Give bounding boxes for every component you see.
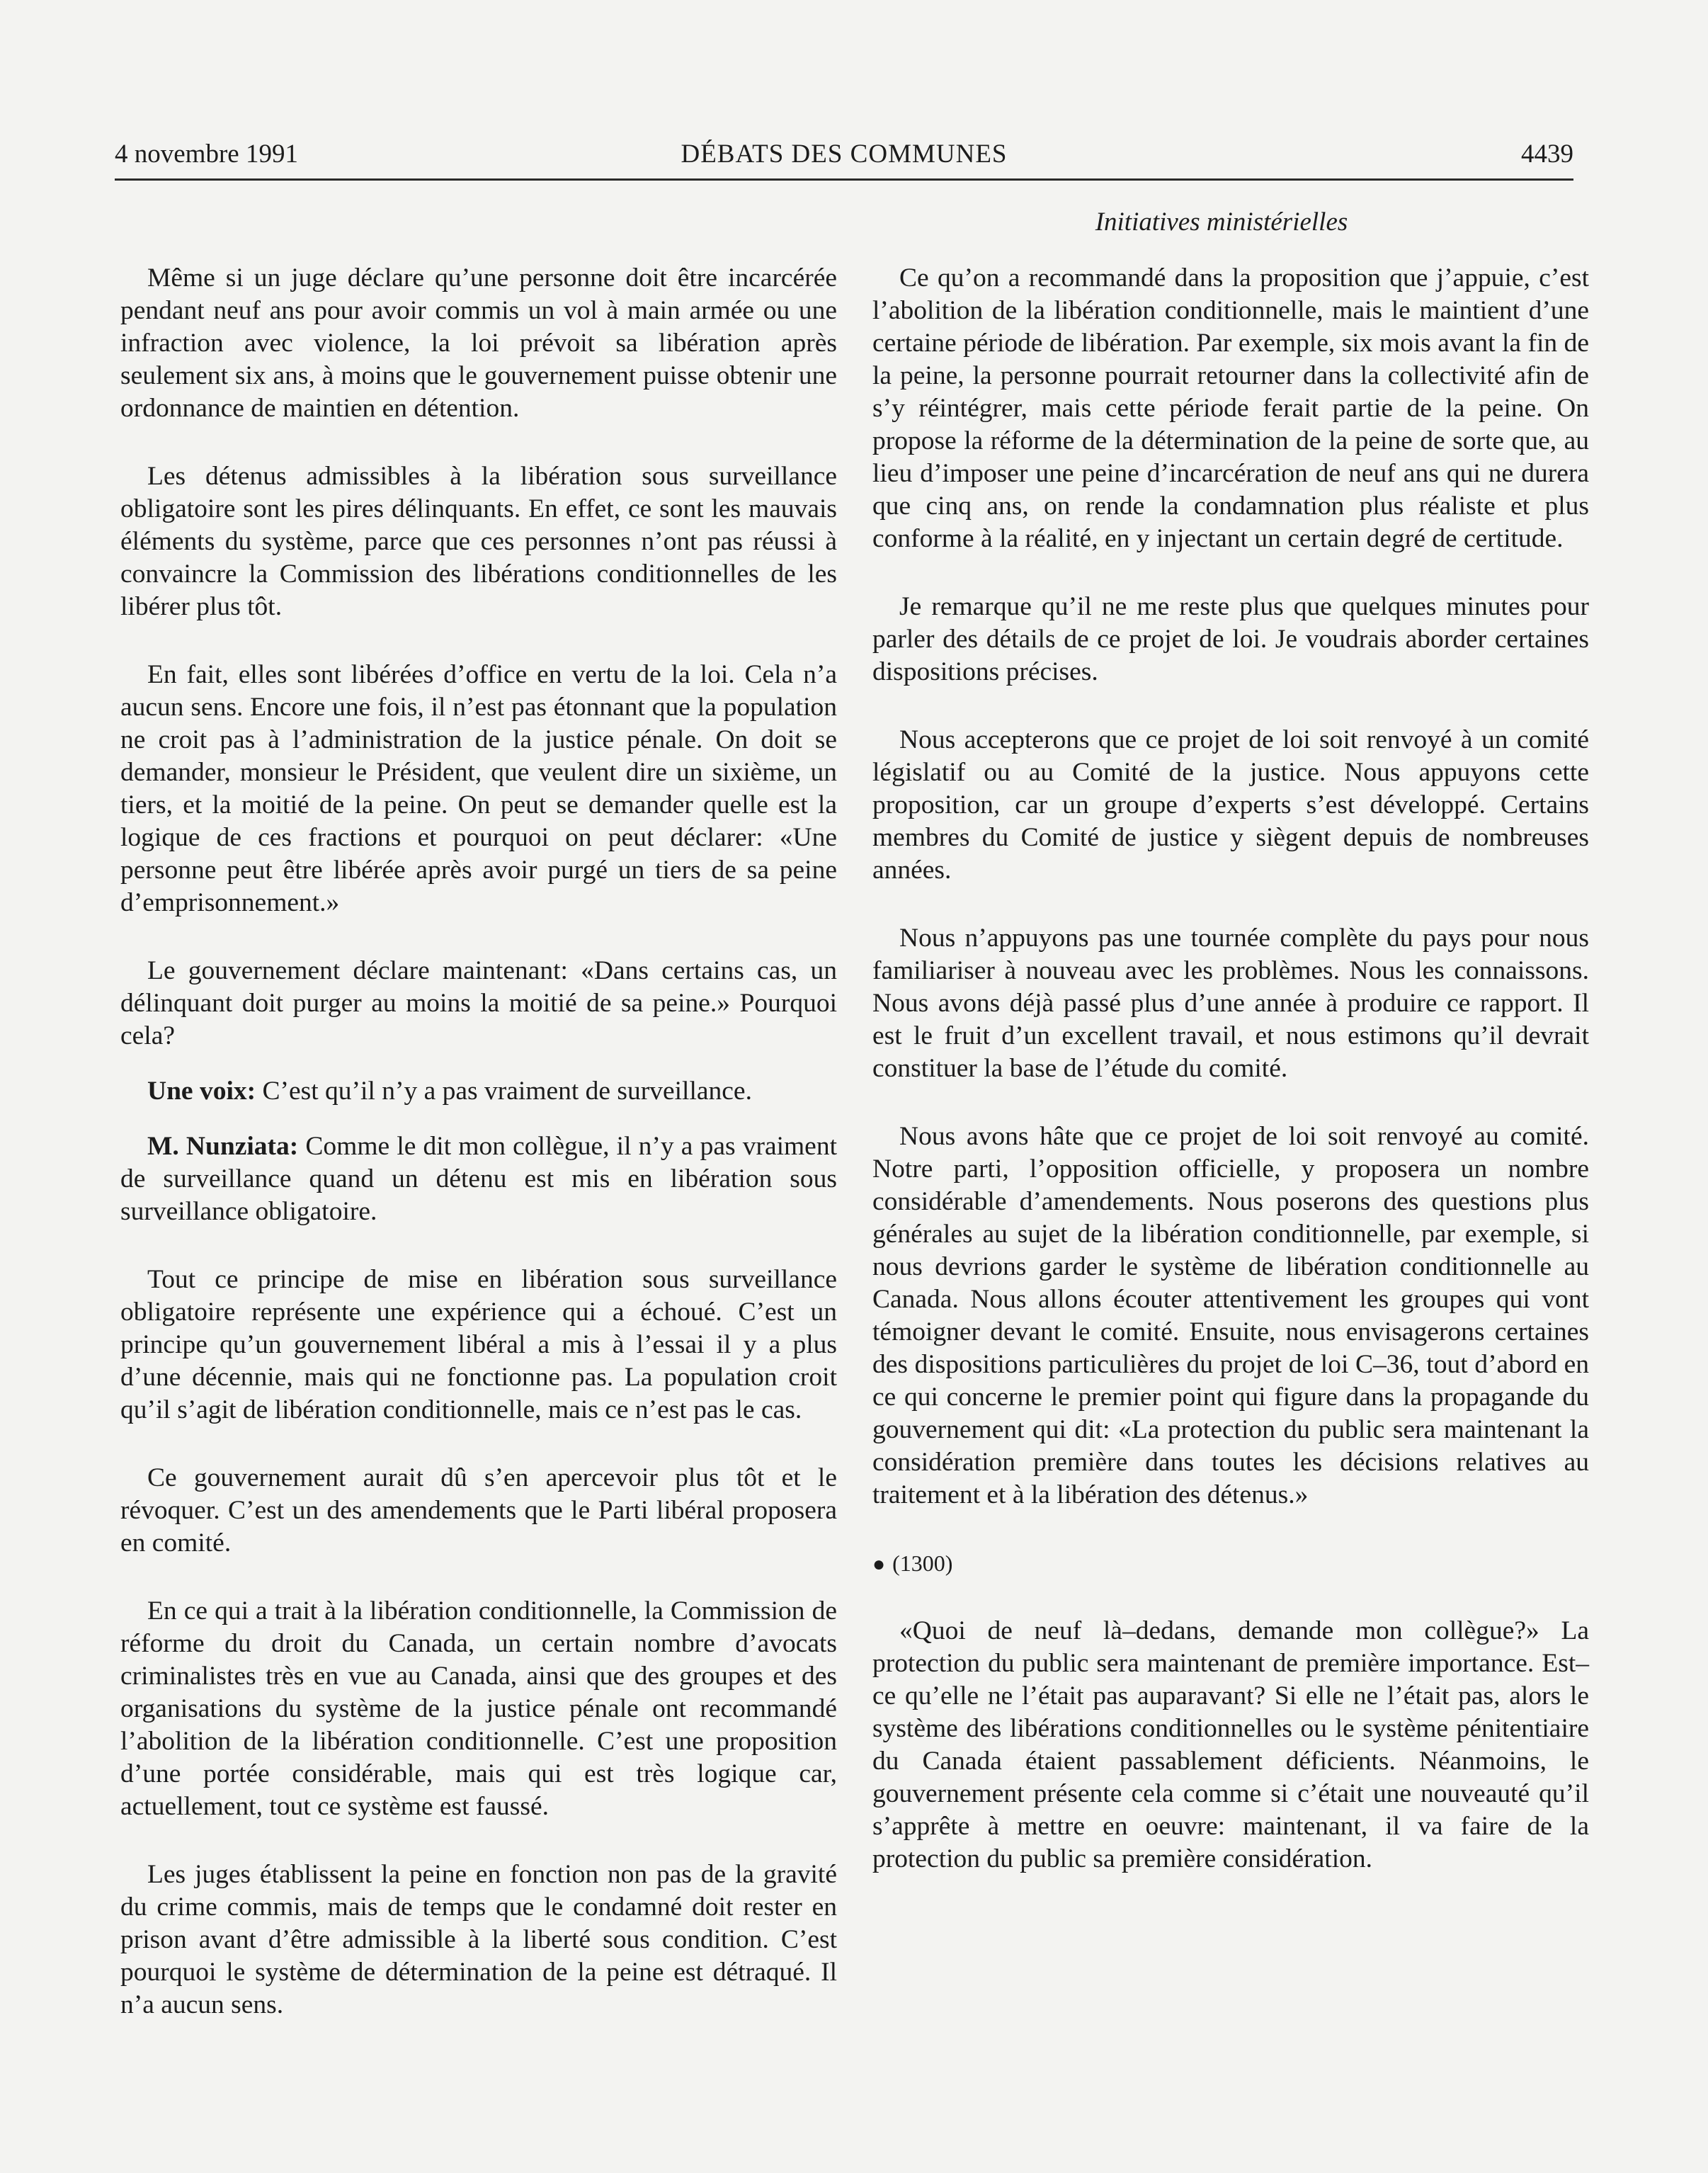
paragraph: Le gouvernement déclare maintenant: «Dans certains cas, un délinquant doit purger au moins la moitié de sa peine.» Pourquoi cela? <box>120 956 837 1050</box>
speaker-name: Une voix: <box>147 1077 256 1106</box>
paragraph: Nous avons hâte que ce projet de loi soit renvoyé au comité. Notre parti, l’opposition officielle, y proposera un nombre considérable d’amendements. Nous poserons des questions plus générales au sujet de la libération conditionnelle, par exemple, si nous devrions garder le système de libération conditionnelle au Canada. Nous allons écouter attentivement les groupes qui vont témoigner devant le comité. Ensuite, nous envisagerons certaines des dispositions particulières du projet de loi C–36, tout d’abord en ce qui concerne le premier point qui figure dans la propagande du gouvernement qui dit: «La protection du public sera maintenant la considération première dans toutes les décisions relatives au traitement et à la libération des détenus.» <box>872 1122 1589 1509</box>
paragraph: Ce gouvernement aurait dû s’en apercevoir plus tôt et le révoquer. C’est un des amendements que le Parti libéral proposera en comité. <box>120 1463 837 1558</box>
bullet-icon: ● <box>872 1553 886 1576</box>
right-column <box>872 262 1589 1911</box>
paragraph: Tout ce principe de mise en libération sous surveillance obligatoire représente une expérience qui a échoué. C’est un principe qu’un gouvernement libéral a mis à l’essai il y a plus d’une décennie, mais qui ne fonctionne pas. La population croit qu’il s’agit de libération conditionnelle, mais ce n’est pas le cas. <box>120 1265 837 1424</box>
paragraph: En ce qui a trait à la libération conditionnelle, la Commission de réforme du droit du Canada, un certain nombre d’avocats criminalistes très en vue au Canada, ainsi que des groupes et des organisations du système de la justice pénale ont recommandé l’abolition de la libération conditionnelle. C’est une proposition d’une portée considérable, mais qui est très logique car, actuellement, tout ce système est faussé. <box>120 1596 837 1821</box>
speaker-name: M. Nunziata: <box>147 1132 299 1161</box>
paragraph: Les juges établissent la peine en fonction non pas de la gravité du crime commis, mais de temps que le condamné doit rester en prison avant d’être admissible à la liberté sous condition. C’est pourquoi le système de détermination de la peine est détraqué. Il n’a aucun sens. <box>120 1860 837 2019</box>
section-label: Initiatives ministérielles <box>1095 208 1348 237</box>
speech-text: C’est qu’il n’y a pas vraiment de surveillance. <box>256 1077 752 1106</box>
paragraph: Nous accepterons que ce projet de loi soit renvoyé à un comité législatif ou au Comité de la justice. Nous appuyons cette proposition, car un groupe d’experts s’est développé. Certains membres du Comité de justice y siègent depuis de nombreuses années. <box>872 725 1589 885</box>
paragraph: Ce qu’on a recommandé dans la proposition que j’appuie, c’est l’abolition de la libération conditionnelle, mais le maintient d’une certaine période de libération. Par exemple, six mois avant la fin de la peine, la personne pourrait retourner dans la collectivité afin de s’y réintégrer, mais cette période ferait partie de la peine. On propose la réforme de la détermination de la peine de sorte que, au lieu d’imposer une peine d’incarcération de neuf ans qui ne durera que cinq ans, on rende la condamnation plus réaliste et plus conforme à la réalité, en y injectant un certain degré de certitude. <box>872 263 1589 553</box>
paragraph: Nous n’appuyons pas une tournée complète du pays pour nous familiariser à nouveau avec les problèmes. Nous les connaissons. Nous avons déjà passé plus d’une année à produire ce rapport. Il est le fruit d’un excellent travail, et nous estimons qu’il devrait constituer la base de l’étude du comité. <box>872 924 1589 1083</box>
header-date: 4 novembre 1991 <box>115 140 298 169</box>
page-header <box>115 139 1573 181</box>
header-title: DÉBATS DES COMMUNES <box>681 140 1008 169</box>
timestamp-text: (1300) <box>892 1550 953 1576</box>
page-number: 4439 <box>1521 140 1573 169</box>
speech-une-voix <box>120 1075 837 1108</box>
paragraph: Les détenus admissibles à la libération sous surveillance obligatoire sont les pires délinquants. En effet, ce sont les mauvais éléments du système, parce que ces personnes n’ont pas réussi à convaincre la Commission des libérations conditionnelles de les libérer plus tôt. <box>120 462 837 621</box>
paragraph: «Quoi de neuf là–dedans, demande mon collègue?» La protection du public sera maintenant de première importance. Est–ce qu’elle ne l’était pas auparavant? Si elle ne l’était pas, alors le système des libérations conditionnelles ou le système pénitentiaire du Canada étaient passablement déficients. Néanmoins, le gouvernement présente cela comme si c’était une nouveauté qu’il s’apprête à mettre en oeuvre: maintenant, il va faire de la protection du public sa première considération. <box>872 1616 1589 1873</box>
speech-text: Comme le dit mon collègue, il n’y a pas vraiment de surveillance quand un détenu est mis en libération sous surveillance obligatoire. <box>120 1132 837 1226</box>
speech-nunziata <box>120 1130 837 1228</box>
paragraph: Même si un juge déclare qu’une personne doit être incarcérée pendant neuf ans pour avoir commis un vol à main armée ou une infraction avec violence, la loi prévoit sa libération après seulement six ans, à moins que le gouvernement puisse obtenir une ordonnance de maintien en détention. <box>120 263 837 423</box>
timestamp-marker <box>872 1547 1589 1581</box>
paragraph: En fait, elles sont libérées d’office en vertu de la loi. Cela n’a aucun sens. Encore une fois, il n’est pas étonnant que la population ne croit pas à l’administration de la justice pénale. On doit se demander, monsieur le Président, que veulent dire un sixième, un tiers, et la moitié de la peine. On peut se demander quelle est la logique de ces fractions et pourquoi on peut déclarer: «Une personne peut être libérée après avoir purgé un tiers de sa peine d’emprisonnement.» <box>120 660 837 917</box>
left-column <box>120 262 837 2057</box>
paragraph: Je remarque qu’il ne me reste plus que quelques minutes pour parler des détails de ce projet de loi. Je voudrais aborder certaines dispositions précises. <box>872 592 1589 686</box>
